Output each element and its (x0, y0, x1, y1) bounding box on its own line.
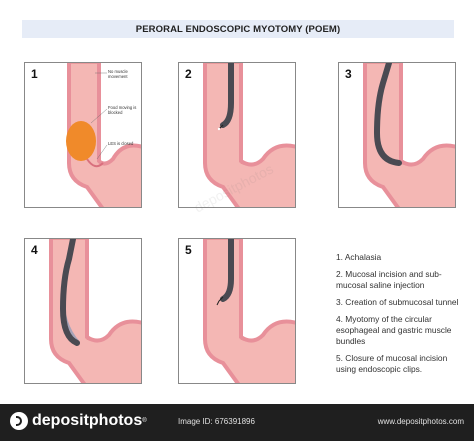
annotation-food-blocked: Food moving is blocked (108, 105, 137, 115)
site-url: www.depositphotos.com (377, 417, 464, 426)
panel-number-3: 3 (345, 67, 352, 81)
panel-3 (338, 62, 456, 208)
esophagus-illustration-2 (179, 63, 296, 208)
legend-item-2: 2. Mucosal incision and sub-mucosal saline injection (336, 269, 442, 290)
page-title: PERORAL ENDOSCOPIC MYOTOMY (POEM) (135, 23, 341, 35)
registered-mark: ® (142, 418, 147, 424)
annotation-no-muscle: No muscle movement (108, 69, 128, 79)
panel-5 (178, 238, 296, 384)
footer (0, 404, 474, 441)
legend (336, 252, 466, 381)
legend-item-4: 4. Myotomy of the circular esophageal and gastric muscle bundles (336, 314, 452, 346)
image-id: Image ID: 676391896 (178, 417, 255, 426)
logo-text: depositphotos (32, 412, 143, 429)
depositphotos-logo-icon (10, 412, 28, 430)
panel-1 (24, 62, 142, 208)
panel-4 (24, 238, 142, 384)
panel-number-5: 5 (185, 243, 192, 257)
esophagus-illustration-1 (25, 63, 142, 208)
legend-item-1: 1. Achalasia (336, 252, 382, 262)
annotation-les-closed: LES is closed (108, 141, 134, 146)
panel-2 (178, 62, 296, 208)
panel-number-1: 1 (31, 67, 38, 81)
footer-logo (10, 412, 147, 430)
esophagus-illustration-4 (25, 239, 142, 384)
food-bolus (66, 121, 96, 161)
title-bar (22, 20, 454, 38)
legend-item-5: 5. Closure of mucosal incision using endoscopic clips. (336, 353, 448, 374)
legend-item-3: 3. Creation of submucosal tunnel (336, 297, 459, 307)
title-band (0, 0, 474, 40)
esophagus-illustration-5 (179, 239, 296, 384)
panel-number-4: 4 (31, 243, 38, 257)
esophagus-illustration-3 (339, 63, 456, 208)
panel-number-2: 2 (185, 67, 192, 81)
